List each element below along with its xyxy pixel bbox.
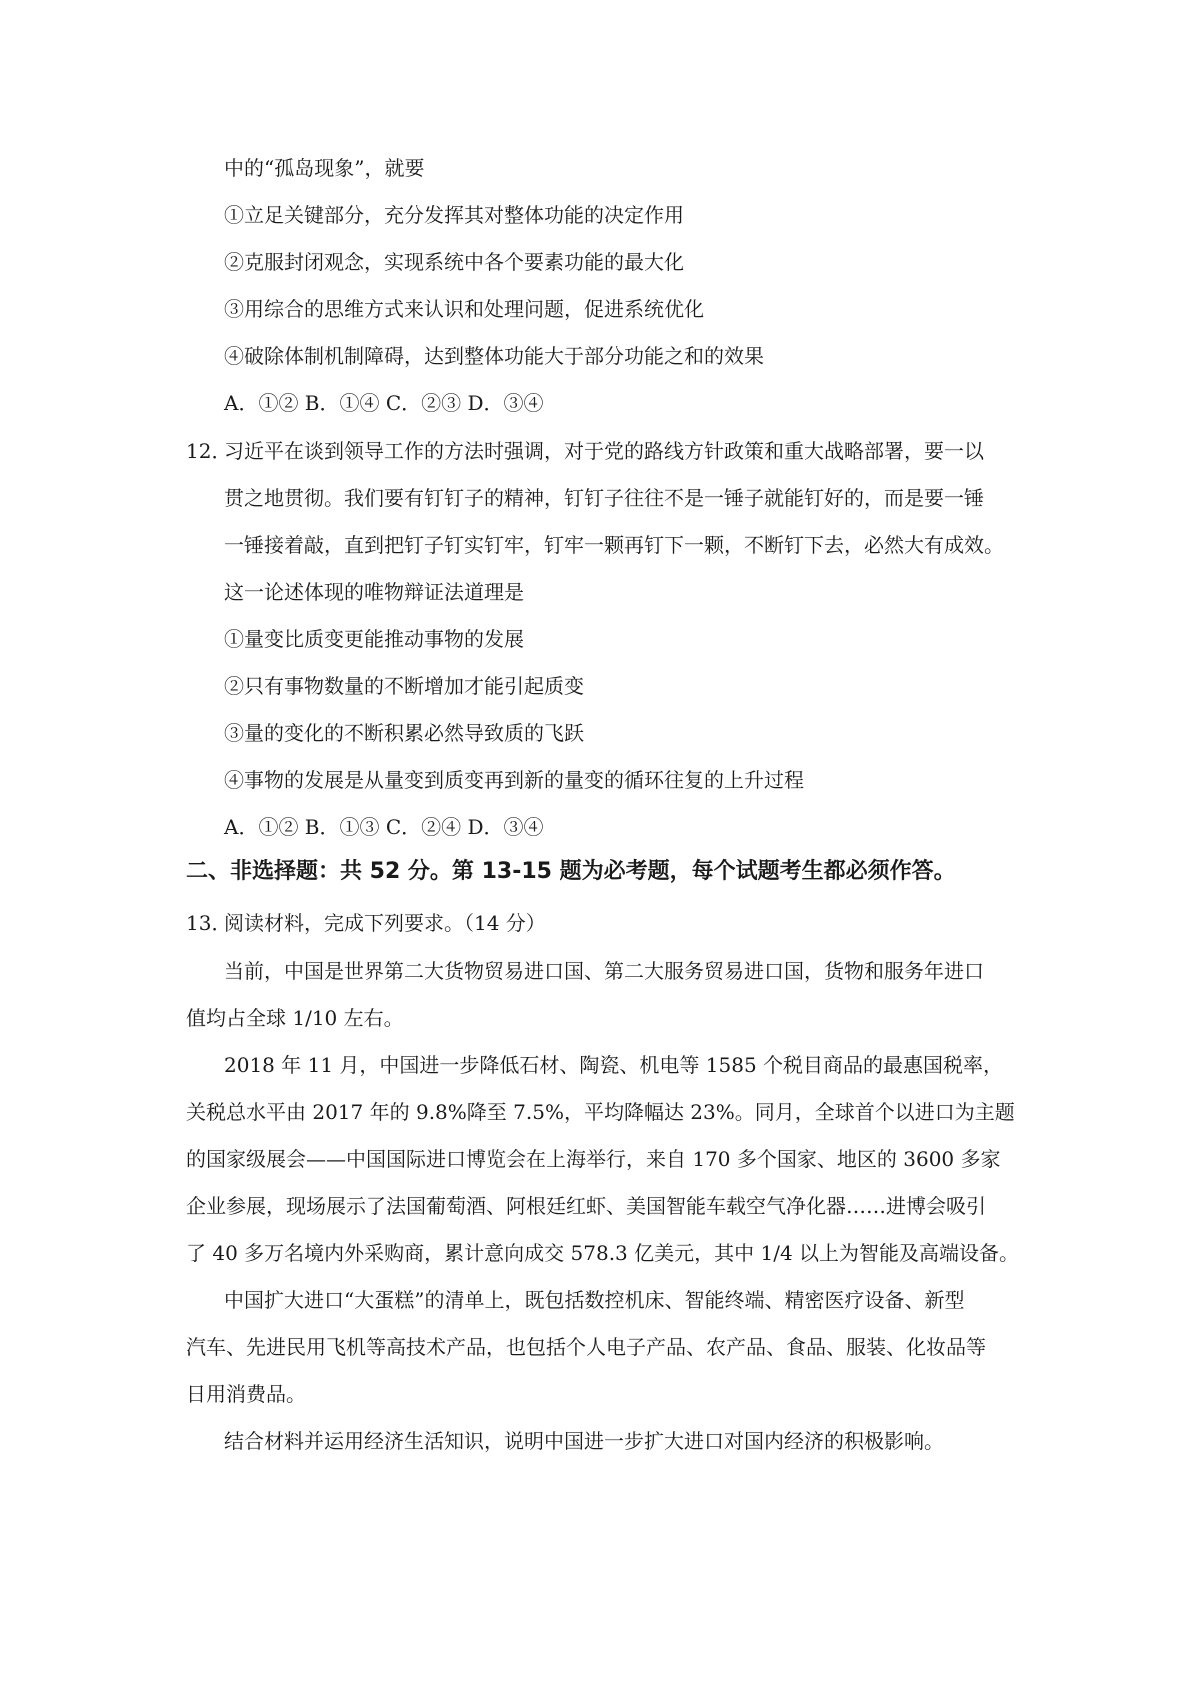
q13-para-line-8: 中国扩大进口“大蛋糕”的清单上，既包括数控机床、智能终端、精密医疗设备、新型 — [224, 1288, 965, 1312]
q11-option-2: ②克服封闭观念，实现系统中各个要素功能的最大化 — [224, 250, 684, 274]
q13-para-line-9: 汽车、先进民用飞机等高技术产品，也包括个人电子产品、农产品、食品、服装、化妆品等 — [186, 1335, 986, 1359]
q13-question: 结合材料并运用经济生活知识，说明中国进一步扩大进口对国内经济的积极影响。 — [224, 1429, 944, 1453]
q12-stem-line-1: 习近平在谈到领导工作的方法时强调，对于党的路线方针政策和重大战略部署，要一以 — [224, 439, 984, 463]
q11-choices: A．①② B．①④ C．②③ D．③④ — [224, 391, 544, 415]
q13-para-line-5: 的国家级展会——中国国际进口博览会在上海举行，来自 170 多个国家、地区的 3600 多家 — [186, 1147, 1001, 1171]
q13-title-line — [186, 909, 546, 937]
q13-title: 阅读材料，完成下列要求。（14 分） — [224, 911, 546, 935]
q12-option-2: ②只有事物数量的不断增加才能引起质变 — [224, 674, 584, 698]
q12-option-1: ①量变比质变更能推动事物的发展 — [224, 627, 524, 651]
q12-stem-line-4: 这一论述体现的唯物辩证法道理是 — [224, 580, 524, 604]
q13-para-line-3: 2018 年 11 月，中国进一步降低石材、陶瓷、机电等 1585 个税目商品的最惠国税率， — [224, 1053, 1004, 1077]
q12-stem-line-3: 一锤接着敲，直到把钉子钉实钉牢，钉牢一颗再钉下一颗，不断钉下去，必然大有成效。 — [224, 533, 1004, 557]
q12-choices: A．①② B．①③ C．②④ D．③④ — [224, 815, 544, 839]
q11-option-3: ③用综合的思维方式来认识和处理问题，促进系统优化 — [224, 297, 704, 321]
q13-para-line-1: 当前，中国是世界第二大货物贸易进口国、第二大服务贸易进口国，货物和服务年进口 — [224, 959, 984, 983]
q11-option-1: ①立足关键部分，充分发挥其对整体功能的决定作用 — [224, 203, 684, 227]
section-2-heading: 二、非选择题：共 52 分。第 13-15 题为必考题，每个试题考生都必须作答。 — [186, 859, 956, 884]
q13-number: 13． — [186, 911, 232, 935]
q12-option-4: ④事物的发展是从量变到质变再到新的量变的循环往复的上升过程 — [224, 768, 804, 792]
q13-para-line-6: 企业参展，现场展示了法国葡萄酒、阿根廷红虾、美国智能车载空气净化器……进博会吸引 — [186, 1194, 986, 1218]
q13-para-line-10: 日用消费品。 — [186, 1382, 306, 1406]
q13-para-line-7: 了 40 多万名境内外采购商，累计意向成交 578.3 亿美元，其中 1/4 以上为智能及高端设备。 — [186, 1241, 1020, 1265]
q12-first-line — [186, 437, 984, 465]
q12-number: 12． — [186, 439, 232, 463]
q12-stem-line-2: 贯之地贯彻。我们要有钉钉子的精神，钉钉子往往不是一锤子就能钉好的，而是要一锤 — [224, 486, 984, 510]
q11-stem-end: 中的“孤岛现象”，就要 — [224, 156, 425, 180]
q13-para-line-2: 值均占全球 1/10 左右。 — [186, 1006, 404, 1030]
q12-option-3: ③量的变化的不断积累必然导致质的飞跃 — [224, 721, 584, 745]
q11-option-4: ④破除体制机制障碍，达到整体功能大于部分功能之和的效果 — [224, 344, 764, 368]
q13-para-line-4: 关税总水平由 2017 年的 9.8%降至 7.5%，平均降幅达 23%。同月，全球首个以进口为主题 — [186, 1100, 1015, 1124]
